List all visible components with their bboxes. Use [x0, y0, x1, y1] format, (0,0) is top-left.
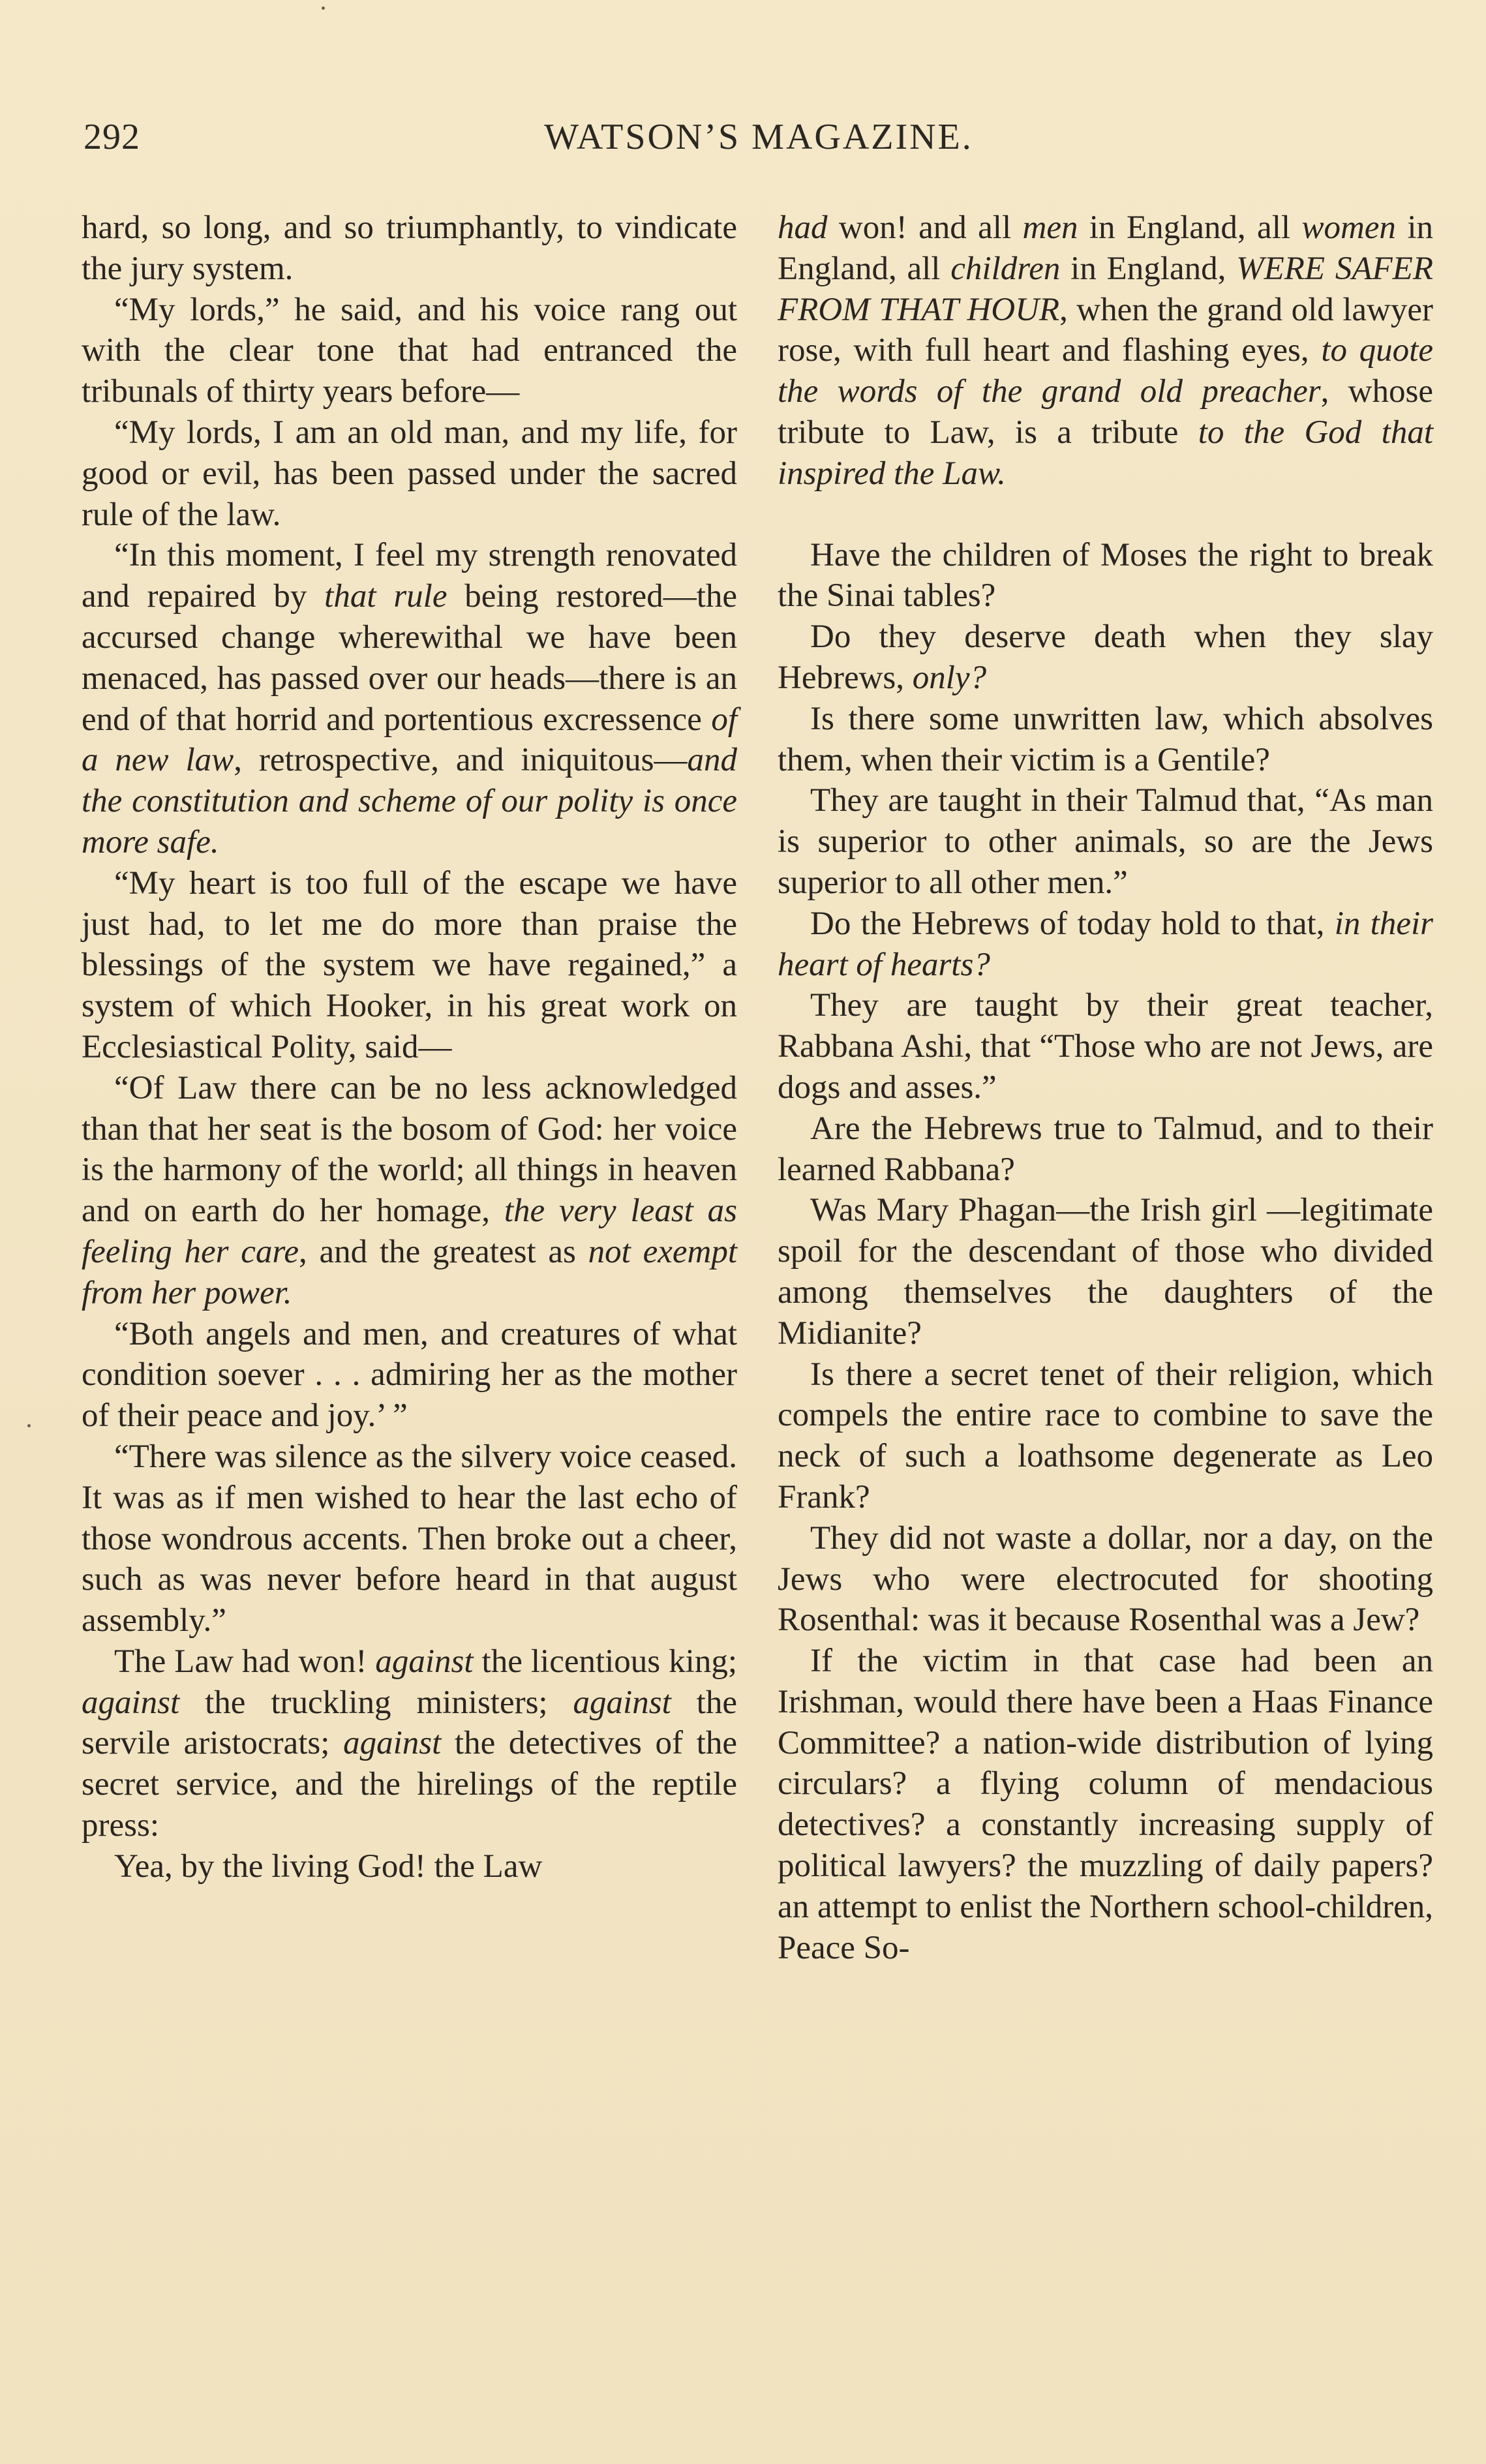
text-run: “There was silence as the silvery voice ceased. It was as if men wished to hear the last echo of those wondrous accents. Then broke out a cheer, such as was never before heard in that august assembly.”	[82, 1438, 737, 1639]
text-run: Is there a secret tenet of their religion, which compels the entire race to combine to save the neck of such a loathsome degenerate as Leo Frank?	[778, 1356, 1433, 1515]
text-run: Are the Hebrews true to Talmud, and to their learned Rabbana?	[778, 1110, 1433, 1188]
text-run: “In this moment, I feel my strength renovated and repaired by	[82, 537, 737, 615]
text-run: Yea, by the living God! the Law	[114, 1848, 543, 1885]
italic-text: and the constitution and scheme of our polity is once more safe.	[82, 742, 738, 860]
italic-text: only?	[912, 659, 987, 696]
text-run: If the victim in that case had been an Irishman, would there have been a Haas Finance Committee? a nation-wide distribution of lying circulars? a flying column of mendacious detectives? a constantly increasing supply of political lawyers? the muzzling of daily papers? an attempt to enlist the Northern school-children, Peace So-	[778, 1643, 1433, 1966]
text-run: “My lords, I am an old man, and my life, for good or evil, has been passed under the sacred rule of the law.	[82, 414, 737, 533]
page-number: 292	[83, 117, 140, 157]
italic-text: the very least as feeling her care	[82, 1193, 738, 1270]
paragraph-l9	[82, 1641, 737, 1846]
paragraph-r6	[778, 904, 1433, 986]
paragraph-r5	[778, 780, 1433, 903]
paragraph-l4	[82, 535, 737, 862]
text-run: the truckling ministers;	[179, 1684, 573, 1721]
text-run: The Law had won!	[114, 1643, 376, 1680]
paragraph-r11	[778, 1518, 1433, 1641]
paragraph-l6	[82, 1068, 737, 1314]
italic-text: against	[573, 1684, 671, 1721]
text-run: They did not waste a dollar, nor a day, on the Jews who were electrocuted for shooting Rosenthal: was it because Rosenthal was a Jew?	[778, 1519, 1433, 1639]
italic-text: to the God that inspired the Law.	[778, 414, 1433, 492]
text-run: , retrospective, and iniquitous—	[234, 742, 688, 779]
print-speck	[27, 1424, 31, 1427]
text-run: being restored—the accursed change wherewithal we have been menaced, has passed over our heads—there is an end of that horrid and portentious excressence	[82, 578, 737, 738]
paragraph-r3	[778, 616, 1433, 699]
italic-text: of a new law	[82, 701, 737, 779]
left-text-column	[82, 207, 737, 1887]
text-run: the detectives of the secret service, and the hirelings of the reptile press:	[82, 1725, 737, 1844]
italic-text: had	[778, 209, 828, 246]
italic-text: children	[950, 250, 1061, 287]
right-text-column	[778, 207, 1433, 1968]
text-run: the licentious king;	[473, 1643, 737, 1680]
italic-text: to quote the words of the grand old preacher	[778, 332, 1433, 410]
paragraph-l3	[82, 412, 737, 535]
print-speck	[322, 7, 325, 10]
text-run: “Both angels and men, and creatures of what condition soever . . . admiring her as the mother of their peace and joy.’ ”	[82, 1315, 737, 1435]
page-header	[83, 116, 1434, 168]
paragraph-l8	[82, 1437, 737, 1641]
text-run: the servile aristocrats;	[82, 1684, 737, 1762]
text-run: “My heart is too full of the escape we have just had, to let me do more than praise the blessings of the system we have regained,” a system of which Hooker, in his great work on Ecclesiastical Polity, said—	[82, 864, 737, 1065]
text-run: , and the greatest as	[299, 1233, 588, 1270]
paragraph-r8	[778, 1108, 1433, 1191]
text-run: hard, so long, and so triumphantly, to vindicate the jury system.	[82, 209, 737, 287]
italic-text: in their heart of hearts?	[778, 905, 1433, 983]
paragraph-r2	[778, 535, 1433, 617]
paragraph-l1	[82, 207, 737, 290]
text-run: Do the Hebrews of today hold to that,	[810, 905, 1335, 942]
paragraph-l7	[82, 1314, 737, 1437]
italic-text: WERE SAFER FROM THAT HOUR	[778, 250, 1433, 328]
paragraph-r9	[778, 1190, 1433, 1354]
text-run: won! and all	[827, 209, 1023, 246]
text-run: in England, all	[778, 209, 1433, 287]
italic-text: men	[1022, 209, 1078, 246]
text-run: “Of Law there can be no less acknowledged than that her seat is the bosom of God: her voice is the harmony of the world; all things in heaven and on earth do her homage,	[82, 1069, 737, 1230]
italic-text: against	[343, 1725, 442, 1762]
paragraph-r10	[778, 1354, 1433, 1518]
paragraph-l2	[82, 290, 737, 412]
text-run: Is there some unwritten law, which absolves them, when their victim is a Gentile?	[778, 700, 1433, 778]
text-run: in England,	[1060, 250, 1237, 287]
running-title: WATSON’S MAGAZINE.	[544, 117, 973, 157]
italic-text: against	[375, 1643, 474, 1680]
paragraph-r12	[778, 1641, 1433, 1968]
text-run: Do they deserve death when they slay Hebrews,	[778, 618, 1433, 696]
text-run: in England, all	[1078, 209, 1302, 246]
text-run: “My lords,” he said, and his voice rang out with the clear tone that had entranced the tribunals of thirty years before—	[82, 291, 737, 410]
paragraph-r4	[778, 699, 1433, 781]
text-run: Was Mary Phagan—the Irish girl —legitimate spoil for the descendant of those who divided among themselves the daughters of the Midianite?	[778, 1192, 1433, 1352]
italic-text: against	[82, 1684, 180, 1721]
paragraph-r1	[778, 207, 1433, 494]
paragraph-l5	[82, 863, 737, 1068]
paragraph-l10	[82, 1846, 737, 1887]
text-run: They are taught by their great teacher, Rabbana Ashi, that “Those who are not Jews, are dogs and asses.”	[778, 987, 1433, 1106]
text-run: They are taught in their Talmud that, “As man is superior to other animals, so are the Jews superior to all other men.”	[778, 782, 1433, 901]
italic-text: that rule	[324, 578, 447, 615]
text-run: Have the children of Moses the right to break the Sinai tables?	[778, 536, 1433, 615]
italic-text: not exempt from her power.	[82, 1233, 737, 1311]
italic-text: women	[1301, 209, 1396, 246]
text-run: , whose tribute to Law, is a tribute	[778, 373, 1433, 451]
text-run: , when the grand old lawyer rose, with full heart and flashing eyes,	[778, 291, 1433, 369]
paragraph-r7	[778, 985, 1433, 1108]
